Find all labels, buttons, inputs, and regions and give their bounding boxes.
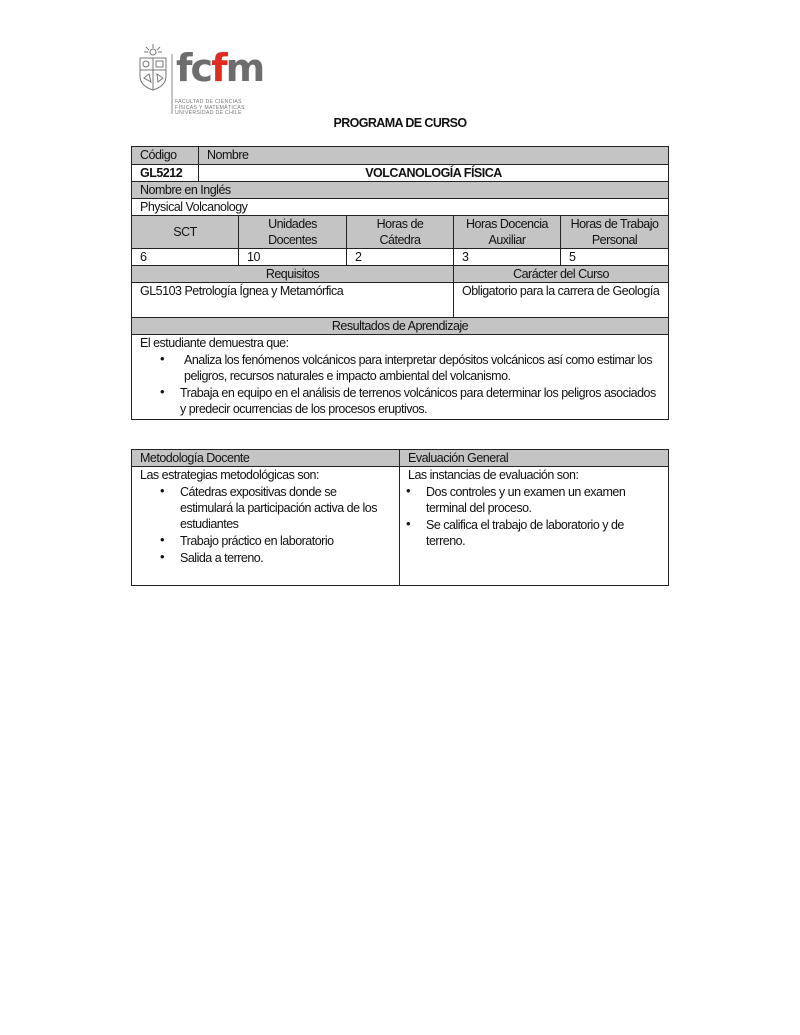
list-item: • Se califica el trabajo de laboratorio y de terreno. — [426, 516, 660, 549]
code-label: Código — [132, 147, 199, 165]
metodologia-intro: Las estrategias metodológicas son: — [140, 468, 319, 482]
list-item: • Trabajo práctico en laboratorio — [180, 532, 391, 549]
resultados-cell — [132, 335, 669, 420]
requisitos-value: GL5103 Petrología Ígnea y Metamórfica — [132, 283, 454, 318]
resultados-label: Resultados de Aprendizaje — [132, 318, 669, 335]
resultados-list — [140, 351, 660, 417]
fcfm-logo — [136, 44, 264, 118]
name-label: Nombre — [199, 147, 669, 165]
caracter-label: Carácter del Curso — [454, 266, 669, 283]
methods-table — [131, 449, 669, 586]
evaluacion-intro: Las instancias de evaluación son: — [408, 468, 579, 482]
horas-catedra-value: 2 — [347, 249, 454, 266]
evaluacion-list — [408, 483, 660, 549]
logo-brand: fcfm — [176, 46, 264, 90]
unidades-value: 10 — [239, 249, 347, 266]
evaluacion-cell — [400, 467, 669, 586]
logo-line-2: FÍSICAS Y MATEMÁTICAS — [175, 104, 245, 111]
page-title: PROGRAMA DE CURSO — [333, 116, 467, 130]
evaluacion-label: Evaluación General — [400, 450, 669, 467]
caracter-value: Obligatorio para la carrera de Geología — [454, 283, 669, 318]
course-table — [131, 146, 669, 420]
course-code: GL5212 — [132, 165, 199, 182]
english-name: Physical Volcanology — [132, 199, 669, 216]
resultados-intro: El estudiante demuestra que: — [140, 336, 289, 350]
logo-line-3: UNIVERSIDAD DE CHILE — [175, 110, 242, 117]
metodologia-cell — [132, 467, 400, 586]
unidades-header: Unidades Docentes — [239, 216, 347, 249]
list-item: • Analiza los fenómenos volcánicos para interpretar depósitos volcánicos así como estimar los peligros, recursos naturales e impacto ambiental del volcanismo. — [180, 351, 660, 384]
horas-catedra-header: Horas de Cátedra — [347, 216, 454, 249]
logo-line-1: FACULTAD DE CIENCIAS — [175, 99, 242, 105]
horas-personal-value: 5 — [561, 249, 669, 266]
list-item: • Trabaja en equipo en el análisis de terrenos volcánicos para determinar los peligros asociados y predecir ocurrencias de los procesos eruptivos. — [180, 384, 660, 417]
requisitos-label: Requisitos — [132, 266, 454, 283]
course-name: VOLCANOLOGÍA FÍSICA — [199, 165, 669, 182]
sct-header: SCT — [132, 216, 239, 249]
sct-value: 6 — [132, 249, 239, 266]
metodologia-list — [140, 483, 391, 566]
metodologia-label: Metodología Docente — [132, 450, 400, 467]
horas-personal-header: Horas de Trabajo Personal — [561, 216, 669, 249]
list-item: • Cátedras expositivas donde se estimulará la participación activa de los estudiantes — [180, 483, 391, 532]
list-item: • Salida a terreno. — [180, 549, 391, 566]
horas-auxiliar-header: Horas Docencia Auxiliar — [454, 216, 561, 249]
list-item: • Dos controles y un examen un examen terminal del proceso. — [426, 483, 660, 516]
english-name-label: Nombre en Inglés — [132, 182, 669, 199]
horas-auxiliar-value: 3 — [454, 249, 561, 266]
